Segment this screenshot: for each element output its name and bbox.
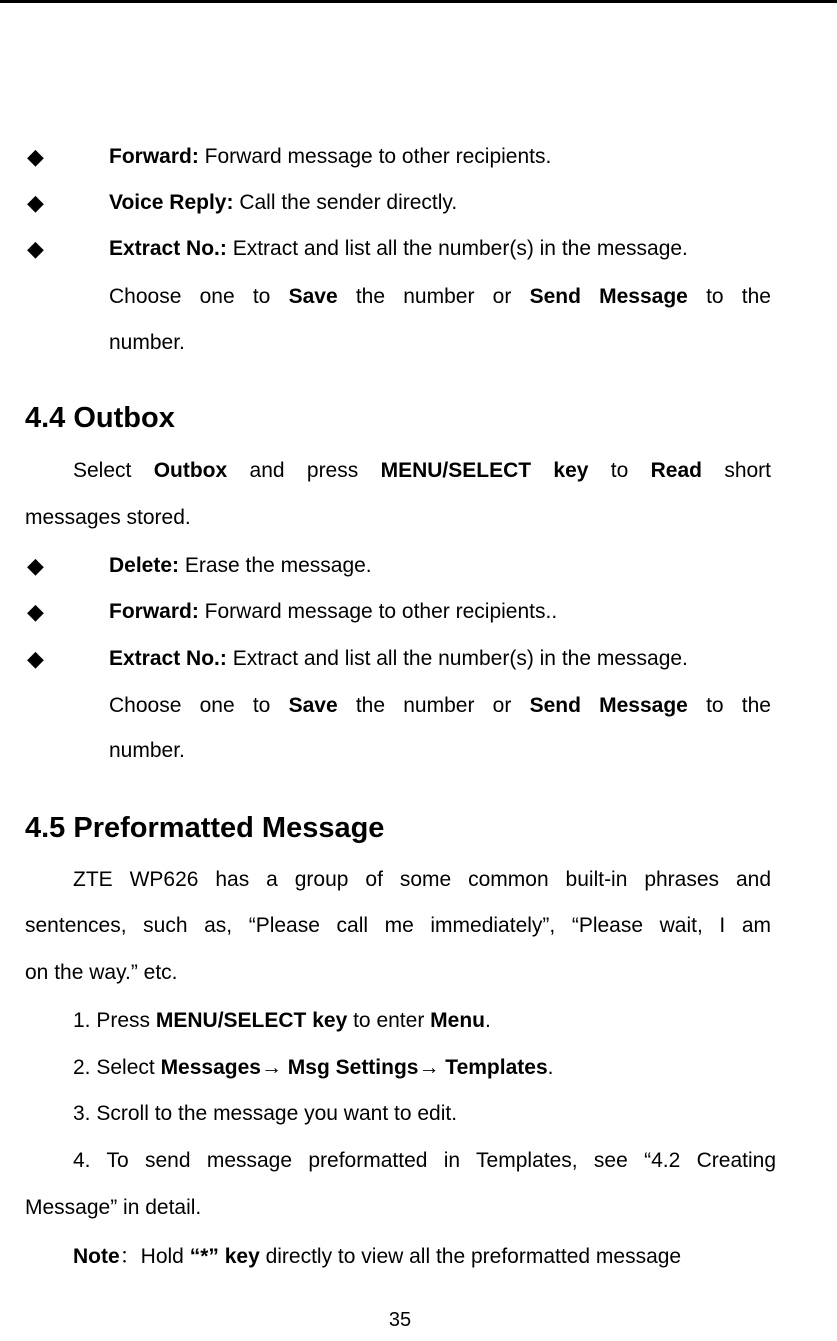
option-extract-no: [109, 646, 688, 672]
bullet-icon: ◆: [27, 190, 44, 215]
option-desc: Extract and list all the number(s) in the message.: [226, 647, 688, 670]
option-desc: Erase the message.: [179, 554, 372, 577]
option-desc: Forward message to other recipients.: [198, 145, 552, 168]
step-2: 2. Select Messages→ Msg Settings→ Templates.: [73, 1056, 554, 1079]
section-heading-outbox: 4.4 Outbox: [25, 402, 175, 434]
option-forward: [109, 144, 551, 170]
bullet-icon: ◆: [27, 236, 44, 261]
option-term: Delete:: [109, 554, 180, 577]
section-heading-preformatted: 4.5 Preformatted Message: [25, 812, 385, 844]
option-term: Voice Reply:: [109, 191, 234, 214]
option-term: Forward:: [109, 600, 199, 623]
option-desc: Forward message to other recipients..: [198, 600, 558, 623]
bullet-icon: ◆: [27, 553, 44, 578]
step-1: 1. Press MENU/SELECT key to enter Menu.: [73, 1009, 491, 1032]
preformatted-para-line: on the way.” etc.: [25, 961, 178, 984]
extract-continuation: Choose one to Save the number or Send Message to the: [109, 694, 771, 717]
document-page: [0, 3, 837, 1341]
extract-continuation-end: number.: [109, 739, 185, 762]
option-desc: Call the sender directly.: [233, 191, 458, 214]
extract-continuation: Choose one to Save the number or Send Message to the: [109, 285, 771, 308]
bullet-icon: ◆: [27, 646, 44, 671]
bullet-icon: ◆: [27, 144, 44, 169]
option-extract-no: [109, 236, 688, 262]
option-forward: [109, 599, 557, 625]
option-term: Extract No.:: [109, 647, 227, 670]
option-desc: Extract and list all the number(s) in the message.: [226, 237, 688, 260]
option-voice-reply: [109, 190, 457, 216]
step-4-end: Message” in detail.: [25, 1196, 202, 1219]
bullet-icon: ◆: [27, 599, 44, 624]
option-term: Extract No.:: [109, 237, 227, 260]
step-3: 3. Scroll to the message you want to edit.: [73, 1102, 458, 1125]
option-term: Forward:: [109, 145, 199, 168]
outbox-intro-end: messages stored.: [25, 506, 191, 529]
preformatted-para-line: sentences, such as, “Please call me immediately”, “Please wait, I am: [25, 914, 771, 937]
preformatted-para-line: ZTE WP626 has a group of some common built-in phrases and: [73, 868, 771, 891]
outbox-intro: Select Outbox and press MENU/SELECT key to Read short: [73, 459, 771, 482]
step-4: 4. To send message preformatted in Templates, see “4.2 Creating: [73, 1149, 776, 1172]
option-delete: [109, 553, 372, 579]
page-number: 35: [388, 1309, 412, 1331]
note: Note：Hold “*” key directly to view all the preformatted message: [73, 1245, 682, 1268]
extract-continuation-end: number.: [109, 331, 185, 354]
